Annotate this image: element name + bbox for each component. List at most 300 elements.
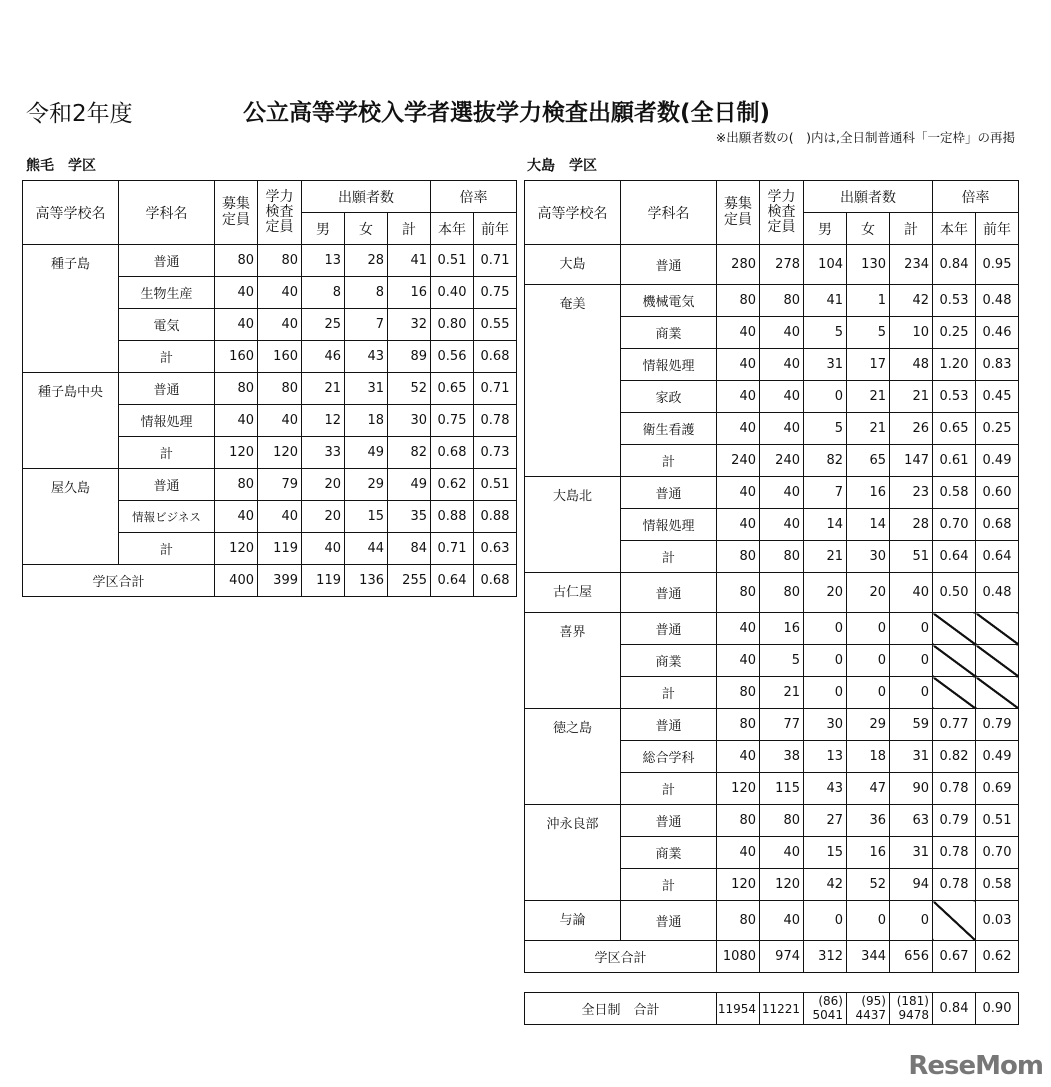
male-quota: (86) bbox=[818, 994, 843, 1009]
cell-male: 0 bbox=[804, 901, 847, 941]
cell-kensa: 80 bbox=[760, 285, 804, 317]
cell-this-year: 0.71 bbox=[431, 533, 474, 565]
cell-female: 21 bbox=[847, 381, 890, 413]
table-row bbox=[525, 709, 1019, 741]
cell-dept: 商業 bbox=[621, 837, 717, 869]
cell-male: 25 bbox=[302, 309, 345, 341]
cell-last-year: 0.69 bbox=[976, 773, 1019, 805]
cell-kensa: 80 bbox=[258, 373, 302, 405]
cell-male: 20 bbox=[804, 573, 847, 613]
cell-female: 28 bbox=[345, 245, 388, 277]
header-school: 高等学校名 bbox=[23, 181, 119, 245]
school-name: 種子島 bbox=[23, 245, 119, 373]
cell-female: 15 bbox=[345, 501, 388, 533]
kumage-district-table bbox=[22, 180, 517, 597]
cell-boshu: 40 bbox=[215, 277, 258, 309]
header-applicants: 出願者数 bbox=[804, 181, 933, 213]
cell-dept: 普通 bbox=[621, 805, 717, 837]
cell-boshu: 80 bbox=[215, 245, 258, 277]
cell-boshu: 40 bbox=[215, 501, 258, 533]
cell-total: 90 bbox=[890, 773, 933, 805]
cell-boshu: 80 bbox=[717, 709, 760, 741]
cell-dept: 情報ビジネス bbox=[119, 501, 215, 533]
cell-female: 5 bbox=[847, 317, 890, 349]
cell-total: 32 bbox=[388, 309, 431, 341]
cell-total: 255 bbox=[388, 565, 431, 597]
cell-total: 40 bbox=[890, 573, 933, 613]
cell-dept: 普通 bbox=[119, 469, 215, 501]
cell-male: 0 bbox=[804, 677, 847, 709]
cell-kensa: 80 bbox=[258, 245, 302, 277]
cell-this-year bbox=[933, 901, 976, 941]
cell-kensa: 399 bbox=[258, 565, 302, 597]
cell-male: 30 bbox=[804, 709, 847, 741]
cell-last-year: 0.46 bbox=[976, 317, 1019, 349]
header-total: 計 bbox=[388, 213, 431, 245]
cell-dept: 情報処理 bbox=[621, 349, 717, 381]
cell-female: 18 bbox=[345, 405, 388, 437]
cell-this-year: 0.64 bbox=[431, 565, 474, 597]
table-row bbox=[23, 469, 517, 501]
cell-last-year: 0.68 bbox=[976, 509, 1019, 541]
cell-male: 12 bbox=[302, 405, 345, 437]
cell-last-year: 0.49 bbox=[976, 445, 1019, 477]
cell-boshu: 80 bbox=[215, 373, 258, 405]
cell-total: 234 bbox=[890, 245, 933, 285]
cell-last-year: 0.60 bbox=[976, 477, 1019, 509]
header-boshu: 募集 定員 bbox=[717, 181, 760, 245]
cell-female: 18 bbox=[847, 741, 890, 773]
cell-last-year: 0.79 bbox=[976, 709, 1019, 741]
district-total-row bbox=[23, 565, 517, 597]
table-row bbox=[525, 805, 1019, 837]
cell-dept: 計 bbox=[621, 677, 717, 709]
table-row bbox=[525, 573, 1019, 613]
cell-kensa: 974 bbox=[760, 941, 804, 973]
cell-female: 0 bbox=[847, 645, 890, 677]
cell-this-year: 0.84 bbox=[933, 245, 976, 285]
cell-last-year: 0.25 bbox=[976, 413, 1019, 445]
cell-female: 36 bbox=[847, 805, 890, 837]
cell-this-year: 0.88 bbox=[431, 501, 474, 533]
cell-kensa: 40 bbox=[760, 477, 804, 509]
header-male: 男 bbox=[804, 213, 847, 245]
cell-total: 31 bbox=[890, 837, 933, 869]
cell-last-year: 0.64 bbox=[976, 541, 1019, 573]
district-title: 大島 学区 bbox=[527, 158, 597, 174]
cell-last-year bbox=[976, 677, 1019, 709]
cell-this-year: 0.62 bbox=[431, 469, 474, 501]
cell-kensa: 240 bbox=[760, 445, 804, 477]
grand-total-this-year: 0.84 bbox=[933, 993, 976, 1025]
cell-last-year: 0.68 bbox=[474, 565, 517, 597]
cell-boshu: 120 bbox=[215, 437, 258, 469]
cell-kensa: 16 bbox=[760, 613, 804, 645]
cell-boshu: 280 bbox=[717, 245, 760, 285]
school-name: 沖永良部 bbox=[525, 805, 621, 901]
header-boshu: 募集 定員 bbox=[215, 181, 258, 245]
cell-dept: 計 bbox=[119, 341, 215, 373]
cell-dept: 計 bbox=[621, 773, 717, 805]
cell-female: 65 bbox=[847, 445, 890, 477]
cell-kensa: 120 bbox=[760, 869, 804, 901]
cell-boshu: 400 bbox=[215, 565, 258, 597]
cell-male: 0 bbox=[804, 381, 847, 413]
cell-male: 20 bbox=[302, 469, 345, 501]
cell-male: 21 bbox=[804, 541, 847, 573]
table-row bbox=[525, 245, 1019, 285]
cell-total: 63 bbox=[890, 805, 933, 837]
total-quota: (181) bbox=[896, 994, 929, 1009]
cell-this-year: 0.53 bbox=[933, 285, 976, 317]
cell-female: 29 bbox=[847, 709, 890, 741]
cell-boshu: 80 bbox=[717, 541, 760, 573]
cell-kensa: 115 bbox=[760, 773, 804, 805]
cell-female: 7 bbox=[345, 309, 388, 341]
header-female: 女 bbox=[345, 213, 388, 245]
cell-dept: 総合学科 bbox=[621, 741, 717, 773]
cell-total: 52 bbox=[388, 373, 431, 405]
cell-total: 21 bbox=[890, 381, 933, 413]
cell-total: 0 bbox=[890, 613, 933, 645]
table-row bbox=[525, 477, 1019, 509]
header-kensa: 学力 検査 定員 bbox=[258, 181, 302, 245]
cell-kensa: 40 bbox=[760, 349, 804, 381]
cell-boshu: 120 bbox=[215, 533, 258, 565]
cell-dept: 機械電気 bbox=[621, 285, 717, 317]
cell-male: 82 bbox=[804, 445, 847, 477]
table-row bbox=[525, 613, 1019, 645]
cell-total: 26 bbox=[890, 413, 933, 445]
grand-total-total bbox=[890, 993, 933, 1025]
cell-female: 47 bbox=[847, 773, 890, 805]
cell-last-year: 0.48 bbox=[976, 285, 1019, 317]
district-total-label: 学区合計 bbox=[23, 565, 215, 597]
school-name: 大島 bbox=[525, 245, 621, 285]
grand-total-last-year: 0.90 bbox=[976, 993, 1019, 1025]
cell-female: 31 bbox=[345, 373, 388, 405]
cell-male: 104 bbox=[804, 245, 847, 285]
cell-this-year bbox=[933, 613, 976, 645]
cell-this-year: 0.78 bbox=[933, 869, 976, 901]
cell-male: 7 bbox=[804, 477, 847, 509]
school-name: 奄美 bbox=[525, 285, 621, 477]
cell-female: 43 bbox=[345, 341, 388, 373]
cell-male: 0 bbox=[804, 645, 847, 677]
cell-total: 48 bbox=[890, 349, 933, 381]
cell-this-year bbox=[933, 645, 976, 677]
grand-total-table bbox=[524, 992, 1019, 1025]
cell-this-year: 0.78 bbox=[933, 773, 976, 805]
cell-dept: 普通 bbox=[621, 245, 717, 285]
cell-boshu: 80 bbox=[717, 285, 760, 317]
header-total: 計 bbox=[890, 213, 933, 245]
cell-this-year: 0.40 bbox=[431, 277, 474, 309]
cell-boshu: 40 bbox=[717, 413, 760, 445]
cell-male: 5 bbox=[804, 317, 847, 349]
header-dept: 学科名 bbox=[119, 181, 215, 245]
cell-kensa: 40 bbox=[258, 501, 302, 533]
cell-last-year: 0.49 bbox=[976, 741, 1019, 773]
cell-kensa: 40 bbox=[258, 309, 302, 341]
cell-boshu: 40 bbox=[717, 509, 760, 541]
female-count: 4437 bbox=[855, 1007, 886, 1022]
cell-this-year: 0.80 bbox=[431, 309, 474, 341]
cell-boshu: 40 bbox=[717, 317, 760, 349]
cell-dept: 普通 bbox=[119, 373, 215, 405]
header-male: 男 bbox=[302, 213, 345, 245]
cell-total: 23 bbox=[890, 477, 933, 509]
cell-boshu: 240 bbox=[717, 445, 760, 477]
school-name: 種子島中央 bbox=[23, 373, 119, 469]
cell-last-year: 0.70 bbox=[976, 837, 1019, 869]
female-quota: (95) bbox=[861, 994, 886, 1009]
table-row bbox=[525, 285, 1019, 317]
cell-dept: 計 bbox=[119, 437, 215, 469]
table-row bbox=[23, 245, 517, 277]
cell-last-year: 0.71 bbox=[474, 245, 517, 277]
cell-last-year: 0.45 bbox=[976, 381, 1019, 413]
cell-dept: 情報処理 bbox=[119, 405, 215, 437]
cell-kensa: 21 bbox=[760, 677, 804, 709]
cell-female: 136 bbox=[345, 565, 388, 597]
cell-kensa: 5 bbox=[760, 645, 804, 677]
district-total-label: 学区合計 bbox=[525, 941, 717, 973]
fiscal-year: 令和2年度 bbox=[26, 101, 133, 127]
cell-total: 0 bbox=[890, 901, 933, 941]
cell-male: 119 bbox=[302, 565, 345, 597]
cell-last-year: 0.88 bbox=[474, 501, 517, 533]
cell-kensa: 119 bbox=[258, 533, 302, 565]
cell-kensa: 77 bbox=[760, 709, 804, 741]
cell-total: 30 bbox=[388, 405, 431, 437]
cell-last-year: 0.62 bbox=[976, 941, 1019, 973]
cell-female: 30 bbox=[847, 541, 890, 573]
cell-last-year: 0.71 bbox=[474, 373, 517, 405]
cell-total: 0 bbox=[890, 645, 933, 677]
cell-dept: 衛生看護 bbox=[621, 413, 717, 445]
cell-female: 1 bbox=[847, 285, 890, 317]
cell-last-year: 0.75 bbox=[474, 277, 517, 309]
cell-boshu: 1080 bbox=[717, 941, 760, 973]
cell-dept: 生物生産 bbox=[119, 277, 215, 309]
table-row bbox=[525, 901, 1019, 941]
school-name: 喜界 bbox=[525, 613, 621, 709]
cell-female: 0 bbox=[847, 677, 890, 709]
cell-this-year: 0.75 bbox=[431, 405, 474, 437]
cell-dept: 計 bbox=[621, 869, 717, 901]
cell-total: 49 bbox=[388, 469, 431, 501]
cell-female: 52 bbox=[847, 869, 890, 901]
cell-total: 10 bbox=[890, 317, 933, 349]
cell-male: 42 bbox=[804, 869, 847, 901]
cell-male: 40 bbox=[302, 533, 345, 565]
cell-boshu: 120 bbox=[717, 869, 760, 901]
cell-total: 35 bbox=[388, 501, 431, 533]
cell-female: 130 bbox=[847, 245, 890, 285]
cell-kensa: 80 bbox=[760, 805, 804, 837]
cell-this-year: 0.82 bbox=[933, 741, 976, 773]
header-last-year: 前年 bbox=[474, 213, 517, 245]
footnote: ※出願者数の( )内は,全日制普通科「一定枠」の再掲 bbox=[715, 130, 1015, 145]
cell-dept: 計 bbox=[119, 533, 215, 565]
cell-this-year: 0.61 bbox=[933, 445, 976, 477]
cell-kensa: 40 bbox=[760, 837, 804, 869]
cell-male: 312 bbox=[804, 941, 847, 973]
cell-kensa: 38 bbox=[760, 741, 804, 773]
cell-this-year: 0.50 bbox=[933, 573, 976, 613]
cell-female: 0 bbox=[847, 901, 890, 941]
cell-female: 44 bbox=[345, 533, 388, 565]
cell-last-year: 0.51 bbox=[474, 469, 517, 501]
cell-this-year: 0.78 bbox=[933, 837, 976, 869]
cell-total: 41 bbox=[388, 245, 431, 277]
cell-last-year: 0.83 bbox=[976, 349, 1019, 381]
cell-dept: 普通 bbox=[621, 573, 717, 613]
grand-total-female bbox=[847, 993, 890, 1025]
cell-last-year: 0.55 bbox=[474, 309, 517, 341]
district-total-row bbox=[525, 941, 1019, 973]
cell-male: 5 bbox=[804, 413, 847, 445]
cell-dept: 商業 bbox=[621, 317, 717, 349]
cell-dept: 計 bbox=[621, 445, 717, 477]
cell-last-year: 0.58 bbox=[976, 869, 1019, 901]
cell-female: 29 bbox=[345, 469, 388, 501]
cell-this-year: 0.65 bbox=[933, 413, 976, 445]
cell-boshu: 40 bbox=[717, 741, 760, 773]
cell-boshu: 40 bbox=[717, 613, 760, 645]
header-applicants: 出願者数 bbox=[302, 181, 431, 213]
cell-last-year: 0.03 bbox=[976, 901, 1019, 941]
cell-total: 656 bbox=[890, 941, 933, 973]
grand-total-boshu: 11954 bbox=[717, 993, 760, 1025]
cell-boshu: 40 bbox=[717, 477, 760, 509]
cell-dept: 普通 bbox=[621, 613, 717, 645]
cell-male: 13 bbox=[804, 741, 847, 773]
cell-kensa: 160 bbox=[258, 341, 302, 373]
cell-female: 14 bbox=[847, 509, 890, 541]
school-name: 古仁屋 bbox=[525, 573, 621, 613]
header-school: 高等学校名 bbox=[525, 181, 621, 245]
cell-male: 31 bbox=[804, 349, 847, 381]
cell-female: 0 bbox=[847, 613, 890, 645]
cell-male: 21 bbox=[302, 373, 345, 405]
cell-kensa: 278 bbox=[760, 245, 804, 285]
oshima-district-table bbox=[524, 180, 1019, 973]
cell-boshu: 80 bbox=[717, 805, 760, 837]
cell-kensa: 80 bbox=[760, 541, 804, 573]
grand-total-kensa: 11221 bbox=[760, 993, 804, 1025]
cell-boshu: 40 bbox=[717, 381, 760, 413]
cell-female: 17 bbox=[847, 349, 890, 381]
cell-male: 15 bbox=[804, 837, 847, 869]
cell-total: 89 bbox=[388, 341, 431, 373]
cell-this-year: 0.56 bbox=[431, 341, 474, 373]
cell-kensa: 40 bbox=[760, 413, 804, 445]
header-female: 女 bbox=[847, 213, 890, 245]
cell-last-year: 0.73 bbox=[474, 437, 517, 469]
header-dept: 学科名 bbox=[621, 181, 717, 245]
cell-male: 8 bbox=[302, 277, 345, 309]
school-name: 徳之島 bbox=[525, 709, 621, 805]
cell-total: 31 bbox=[890, 741, 933, 773]
cell-boshu: 80 bbox=[717, 573, 760, 613]
school-name: 与論 bbox=[525, 901, 621, 941]
male-count: 5041 bbox=[812, 1007, 843, 1022]
cell-female: 16 bbox=[847, 837, 890, 869]
cell-this-year: 0.67 bbox=[933, 941, 976, 973]
cell-total: 16 bbox=[388, 277, 431, 309]
cell-last-year: 0.78 bbox=[474, 405, 517, 437]
cell-total: 59 bbox=[890, 709, 933, 741]
cell-boshu: 40 bbox=[215, 309, 258, 341]
header-this-year: 本年 bbox=[933, 213, 976, 245]
cell-last-year: 0.63 bbox=[474, 533, 517, 565]
cell-male: 41 bbox=[804, 285, 847, 317]
cell-dept: 普通 bbox=[621, 709, 717, 741]
header-this-year: 本年 bbox=[431, 213, 474, 245]
table-row bbox=[23, 373, 517, 405]
cell-dept: 普通 bbox=[621, 901, 717, 941]
cell-boshu: 120 bbox=[717, 773, 760, 805]
cell-boshu: 40 bbox=[717, 837, 760, 869]
cell-dept: 家政 bbox=[621, 381, 717, 413]
school-name: 大島北 bbox=[525, 477, 621, 573]
cell-this-year: 1.20 bbox=[933, 349, 976, 381]
cell-dept: 商業 bbox=[621, 645, 717, 677]
cell-male: 14 bbox=[804, 509, 847, 541]
cell-this-year: 0.58 bbox=[933, 477, 976, 509]
cell-boshu: 40 bbox=[717, 645, 760, 677]
cell-kensa: 40 bbox=[258, 277, 302, 309]
header-ratio: 倍率 bbox=[431, 181, 517, 213]
cell-female: 20 bbox=[847, 573, 890, 613]
cell-kensa: 80 bbox=[760, 573, 804, 613]
cell-this-year: 0.65 bbox=[431, 373, 474, 405]
cell-total: 84 bbox=[388, 533, 431, 565]
cell-female: 49 bbox=[345, 437, 388, 469]
total-count: 9478 bbox=[898, 1007, 929, 1022]
header-kensa: 学力 検査 定員 bbox=[760, 181, 804, 245]
cell-kensa: 79 bbox=[258, 469, 302, 501]
cell-total: 51 bbox=[890, 541, 933, 573]
cell-male: 27 bbox=[804, 805, 847, 837]
cell-male: 13 bbox=[302, 245, 345, 277]
cell-dept: 計 bbox=[621, 541, 717, 573]
cell-male: 46 bbox=[302, 341, 345, 373]
cell-kensa: 40 bbox=[258, 405, 302, 437]
cell-boshu: 80 bbox=[717, 677, 760, 709]
cell-this-year: 0.77 bbox=[933, 709, 976, 741]
cell-this-year: 0.64 bbox=[933, 541, 976, 573]
grand-total-label: 全日制 合計 bbox=[525, 993, 717, 1025]
page-title: 公立高等学校入学者選抜学力検査出願者数(全日制) bbox=[243, 100, 771, 126]
cell-this-year: 0.25 bbox=[933, 317, 976, 349]
cell-this-year: 0.68 bbox=[431, 437, 474, 469]
resemom-logo: ReseMom bbox=[908, 1051, 1043, 1081]
cell-male: 33 bbox=[302, 437, 345, 469]
cell-female: 344 bbox=[847, 941, 890, 973]
district-title: 熊毛 学区 bbox=[26, 158, 96, 174]
cell-total: 28 bbox=[890, 509, 933, 541]
cell-dept: 普通 bbox=[119, 245, 215, 277]
cell-total: 82 bbox=[388, 437, 431, 469]
cell-male: 20 bbox=[302, 501, 345, 533]
header-ratio: 倍率 bbox=[933, 181, 1019, 213]
cell-last-year: 0.48 bbox=[976, 573, 1019, 613]
cell-this-year: 0.79 bbox=[933, 805, 976, 837]
cell-total: 0 bbox=[890, 677, 933, 709]
